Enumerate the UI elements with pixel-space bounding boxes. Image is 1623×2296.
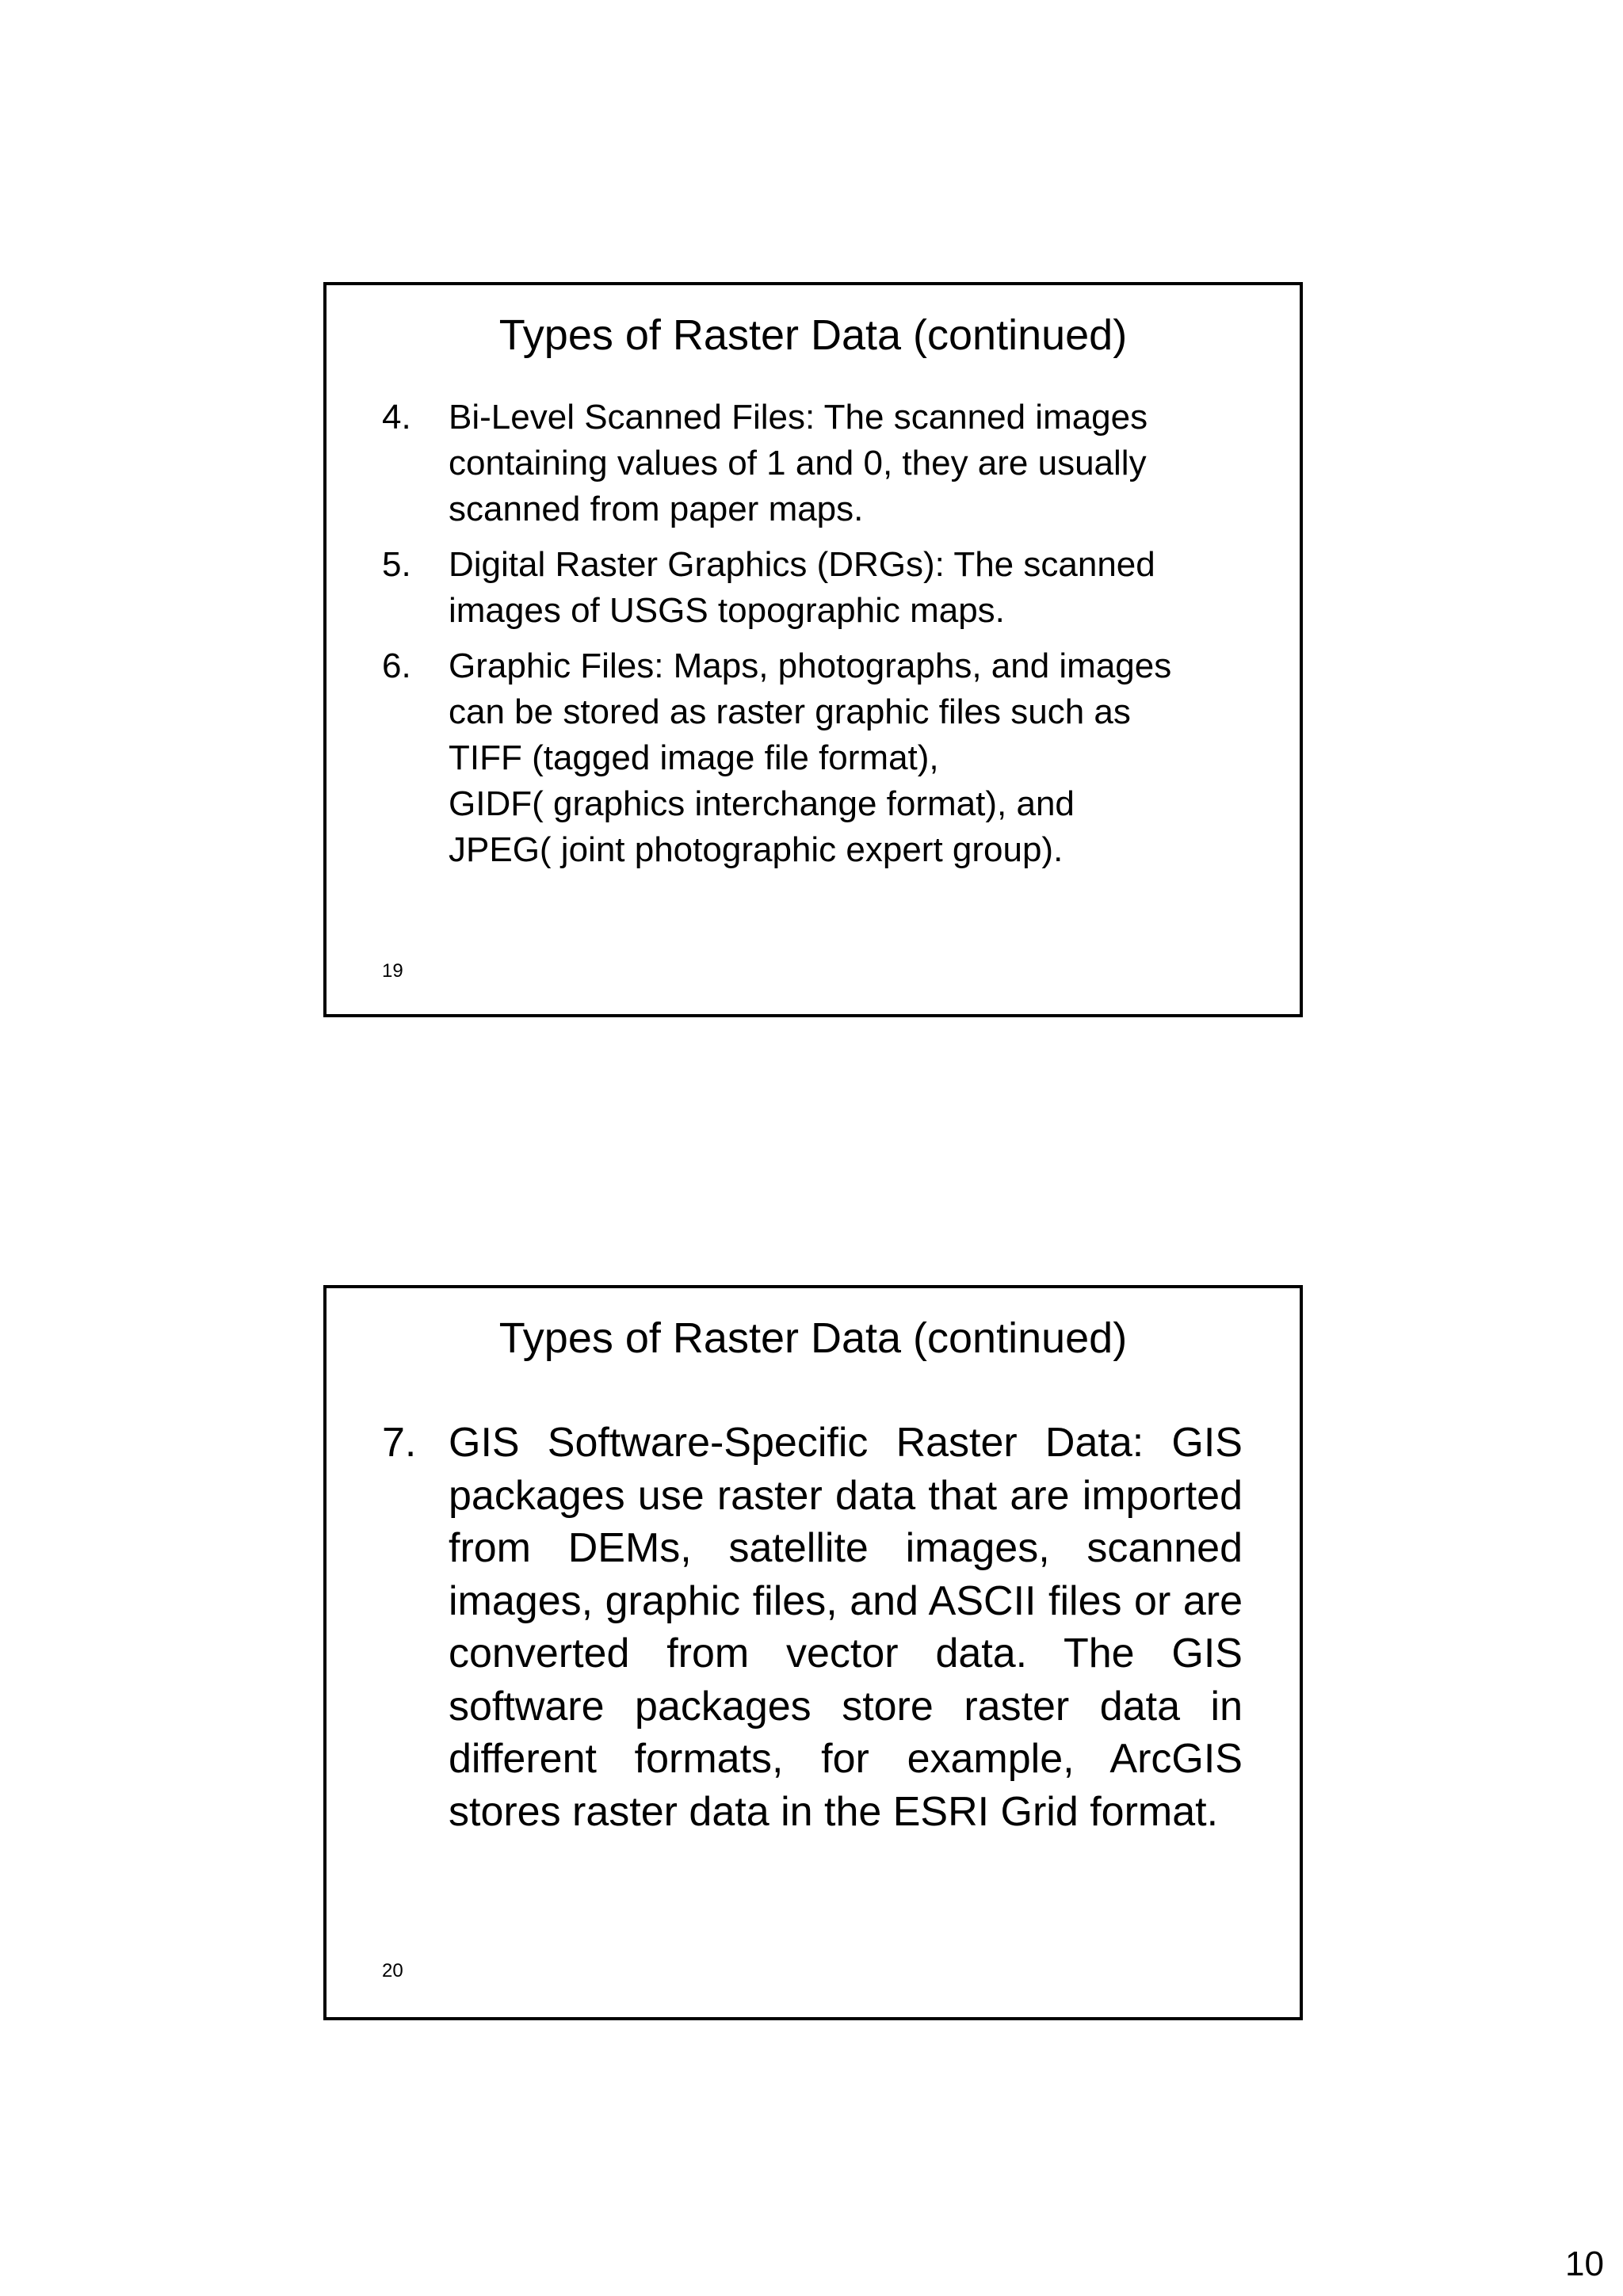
- slide-19: [323, 282, 1303, 1017]
- list-item-line: GIDF( graphics interchange format), and: [449, 784, 1075, 823]
- slide-title: Types of Raster Data (continued): [498, 311, 1128, 359]
- list-item-line: Bi-Level Scanned Files: The scanned images: [449, 398, 1148, 437]
- list-item-number: 6.: [382, 646, 411, 685]
- list-item-line: Graphic Files: Maps, photographs, and images: [449, 646, 1172, 685]
- list-item-4: [382, 395, 1243, 532]
- list-item-line: containing values of 1 and 0, they are usually: [449, 444, 1147, 482]
- slide-20: [323, 1285, 1303, 2020]
- slide-title: Types of Raster Data (continued): [498, 1314, 1128, 1362]
- list-item-5: [382, 542, 1243, 634]
- page-number: 10: [1565, 2245, 1604, 2283]
- list-item-number: 4.: [382, 398, 411, 437]
- slide-number: 19: [382, 960, 403, 982]
- list-item-7: [382, 1417, 1243, 1838]
- list-item-line: can be stored as raster graphic files such as: [449, 692, 1131, 731]
- slide-number: 20: [382, 1960, 403, 1981]
- list-item-line: scanned from paper maps.: [449, 490, 864, 528]
- list-item-line: Digital Raster Graphics (DRGs): The scanned: [449, 545, 1155, 584]
- raster-types-list: [382, 1417, 1243, 1838]
- raster-types-list: [382, 395, 1243, 873]
- list-item-6: [382, 643, 1243, 873]
- list-item-line: TIFF (tagged image file format),: [449, 738, 939, 777]
- list-item-number: 5.: [382, 545, 411, 584]
- list-item-line: JPEG( joint photographic expert group).: [449, 830, 1064, 869]
- list-item-text: GIS Software-Specific Raster Data: GIS packages use raster data that are imported from DEMs, satellite images, scanned images, graphic files, and ASCII files or are converted from vector data. The GIS software packages store raster data in different formats, for example, ArcGIS stores raster data in the ESRI Grid format.: [449, 1420, 1243, 1835]
- list-item-line: images of USGS topographic maps.: [449, 591, 1005, 630]
- list-item-number: 7.: [382, 1420, 417, 1466]
